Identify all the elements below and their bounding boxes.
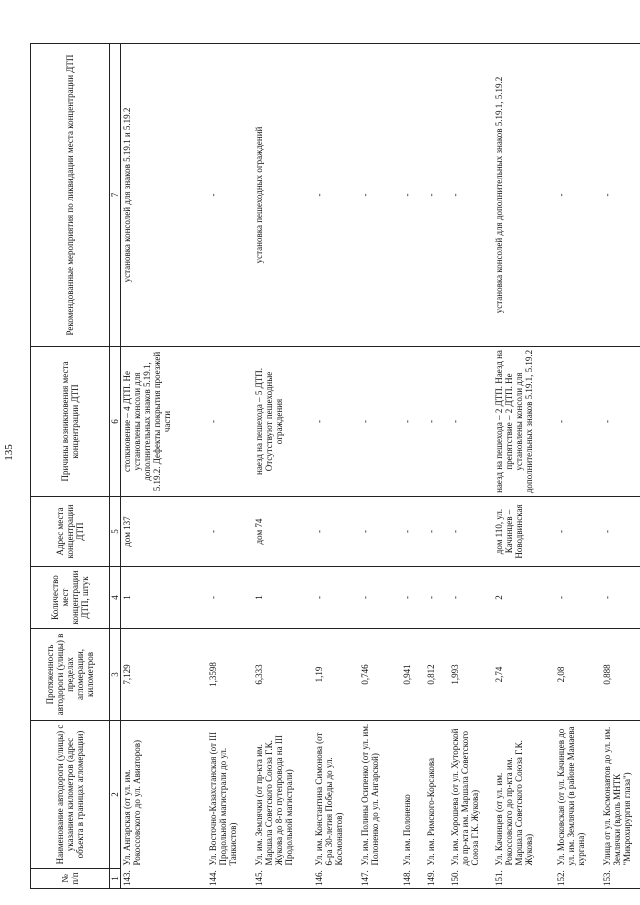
cell-name: Улица от ул. Космонавтов до ул. им. Землячки (вдоль МНТК "Микрохирургия глаза"): [601, 721, 640, 869]
cell-cause: -: [601, 347, 640, 497]
cell-name: Ул. им. Константина Симонова (от 6-ра 30-летия Победы до ул. Космонавтов): [313, 721, 359, 869]
header-cell: Причины возникновения места концентрации ДТП: [31, 347, 110, 497]
cell-length: 1,19: [313, 629, 359, 721]
cell-name: Ул. им. Хорошева (от ул. Хуторской до пр-кта им. Маршала Советского Союза Г.К. Жукова): [449, 721, 493, 869]
cell-measures: -: [313, 44, 359, 347]
cell-measures: -: [449, 44, 493, 347]
header-cell: Адрес места концентрации ДТП: [31, 497, 110, 567]
table-row: [207, 44, 253, 889]
cell-count: -: [313, 567, 359, 629]
cell-length: 6,333: [253, 629, 313, 721]
cell-count: -: [449, 567, 493, 629]
header-cell: № п/п: [31, 869, 110, 889]
table-body: [121, 44, 640, 889]
cell-measures: -: [359, 44, 401, 347]
cell-row-number: 144.: [207, 869, 253, 889]
cell-cause: -: [555, 347, 601, 497]
header-row: [31, 44, 110, 889]
cell-row-number: 150.: [449, 869, 493, 889]
cell-address: -: [601, 497, 640, 567]
cell-length: 0,812: [425, 629, 449, 721]
cell-count: 1: [121, 567, 207, 629]
cell-count: -: [425, 567, 449, 629]
page-number: 135: [3, 444, 15, 461]
cell-count: -: [401, 567, 425, 629]
cell-cause: -: [313, 347, 359, 497]
cell-length: 1,993: [449, 629, 493, 721]
cell-cause: -: [401, 347, 425, 497]
header-cell: Протяженность автодороги (улицы) в пределах агломерации, километров: [31, 629, 110, 721]
cell-address: -: [359, 497, 401, 567]
cell-measures: -: [425, 44, 449, 347]
cell-count: -: [555, 567, 601, 629]
cell-measures: -: [555, 44, 601, 347]
cell-row-number: 149.: [425, 869, 449, 889]
cell-name: Ул. Московская (от ул. Качинцев до ул. им. Землячки (в районе Мамаева кургана): [555, 721, 601, 869]
cell-row-number: 143.: [121, 869, 207, 889]
cell-name: Ул. им. Землячки (от пр-кта им. Маршала Советского Союза Г.К. Жукова до 8-го путепровода на III Продольной магистрали): [253, 721, 313, 869]
cell-address: дом 110, ул. Качинцев – Новодвинская: [493, 497, 555, 567]
cell-address: -: [449, 497, 493, 567]
table-row: [555, 44, 601, 889]
header-cell: Количество мест концентрации ДТП, штук: [31, 567, 110, 629]
cell-measures: -: [207, 44, 253, 347]
column-number: 6: [110, 347, 121, 497]
cell-cause: -: [425, 347, 449, 497]
cell-count: 2: [493, 567, 555, 629]
cell-row-number: 152.: [555, 869, 601, 889]
cell-row-number: 146.: [313, 869, 359, 889]
cell-name: Ул. им. Полины Осипенко (от ул. им. Полоненко до ул. Ангарской): [359, 721, 401, 869]
table-row: [121, 44, 207, 889]
cell-measures: -: [601, 44, 640, 347]
column-number: 1: [110, 869, 121, 889]
table-row: [601, 44, 640, 889]
column-number-row: [110, 44, 121, 889]
header-cell: Рекомендованные мероприятия по ликвидации места концентрации ДТП: [31, 44, 110, 347]
cell-row-number: 147.: [359, 869, 401, 889]
cell-cause: столкновение – 4 ДТП. Не установлены консоли для дополнительных знаков 5.19.1, 5.19.2. Дефекты покрытия проезжей части: [121, 347, 207, 497]
cell-row-number: 151.: [493, 869, 555, 889]
cell-name: Ул. Восточно-Казахстанская (от III Продольной магистрали до ул. Танкистов): [207, 721, 253, 869]
cell-measures: установка пешеходных ограждений: [253, 44, 313, 347]
table-row: [401, 44, 425, 889]
cell-name: Ул. им. Римского-Корсакова: [425, 721, 449, 869]
column-number: 5: [110, 497, 121, 567]
column-number: 7: [110, 44, 121, 347]
cell-address: дом 137: [121, 497, 207, 567]
cell-name: Ул. Качинцев (от ул. им. Рокоссовского до пр-кта им. Маршала Советского Союза Г.К. Жукова): [493, 721, 555, 869]
cell-address: -: [401, 497, 425, 567]
cell-address: -: [555, 497, 601, 567]
cell-row-number: 153.: [601, 869, 640, 889]
table-row: [313, 44, 359, 889]
cell-cause: -: [449, 347, 493, 497]
table-row: [449, 44, 493, 889]
cell-name: Ул. им. Полоненко: [401, 721, 425, 869]
cell-cause: наезд на пешехода – 5 ДТП. Отсутствуют пешеходные ограждения: [253, 347, 313, 497]
cell-length: 0,888: [601, 629, 640, 721]
column-number: 4: [110, 567, 121, 629]
table-row: [253, 44, 313, 889]
cell-count: -: [359, 567, 401, 629]
cell-measures: -: [401, 44, 425, 347]
cell-cause: наезд на пешехода – 2 ДТП. Наезд на препятствие – 2 ДТП. Не установлены консоли для дополнительных знаков 5.19.1, 5.19.2: [493, 347, 555, 497]
cell-count: -: [207, 567, 253, 629]
table-row: [425, 44, 449, 889]
cell-measures: установка консолей для дополнительных знаков 5.19.1, 5.19.2: [493, 44, 555, 347]
cell-length: 0,746: [359, 629, 401, 721]
cell-address: -: [425, 497, 449, 567]
cell-cause: -: [207, 347, 253, 497]
cell-name: Ул. Ангарская (от ул. им. Рокоссовского до ул. Авиаторов): [121, 721, 207, 869]
cell-length: 7,129: [121, 629, 207, 721]
column-number: 3: [110, 629, 121, 721]
cell-address: -: [207, 497, 253, 567]
cell-length: 2,08: [555, 629, 601, 721]
table-row: [359, 44, 401, 889]
cell-length: 2,74: [493, 629, 555, 721]
cell-count: -: [601, 567, 640, 629]
cell-length: 1,3598: [207, 629, 253, 721]
header-cell: Наименование автодороги (улицы) с указанием километров (адрес объекта в границах агломерации): [31, 721, 110, 869]
cell-length: 0,941: [401, 629, 425, 721]
cell-row-number: 145.: [253, 869, 313, 889]
accident-table: [30, 43, 640, 889]
table-row: [493, 44, 555, 889]
cell-count: 1: [253, 567, 313, 629]
cell-cause: -: [359, 347, 401, 497]
cell-address: дом 74: [253, 497, 313, 567]
column-number: 2: [110, 721, 121, 869]
cell-address: -: [313, 497, 359, 567]
cell-measures: установка консолей для знаков 5.19.1 и 5.19.2: [121, 44, 207, 347]
cell-row-number: 148.: [401, 869, 425, 889]
